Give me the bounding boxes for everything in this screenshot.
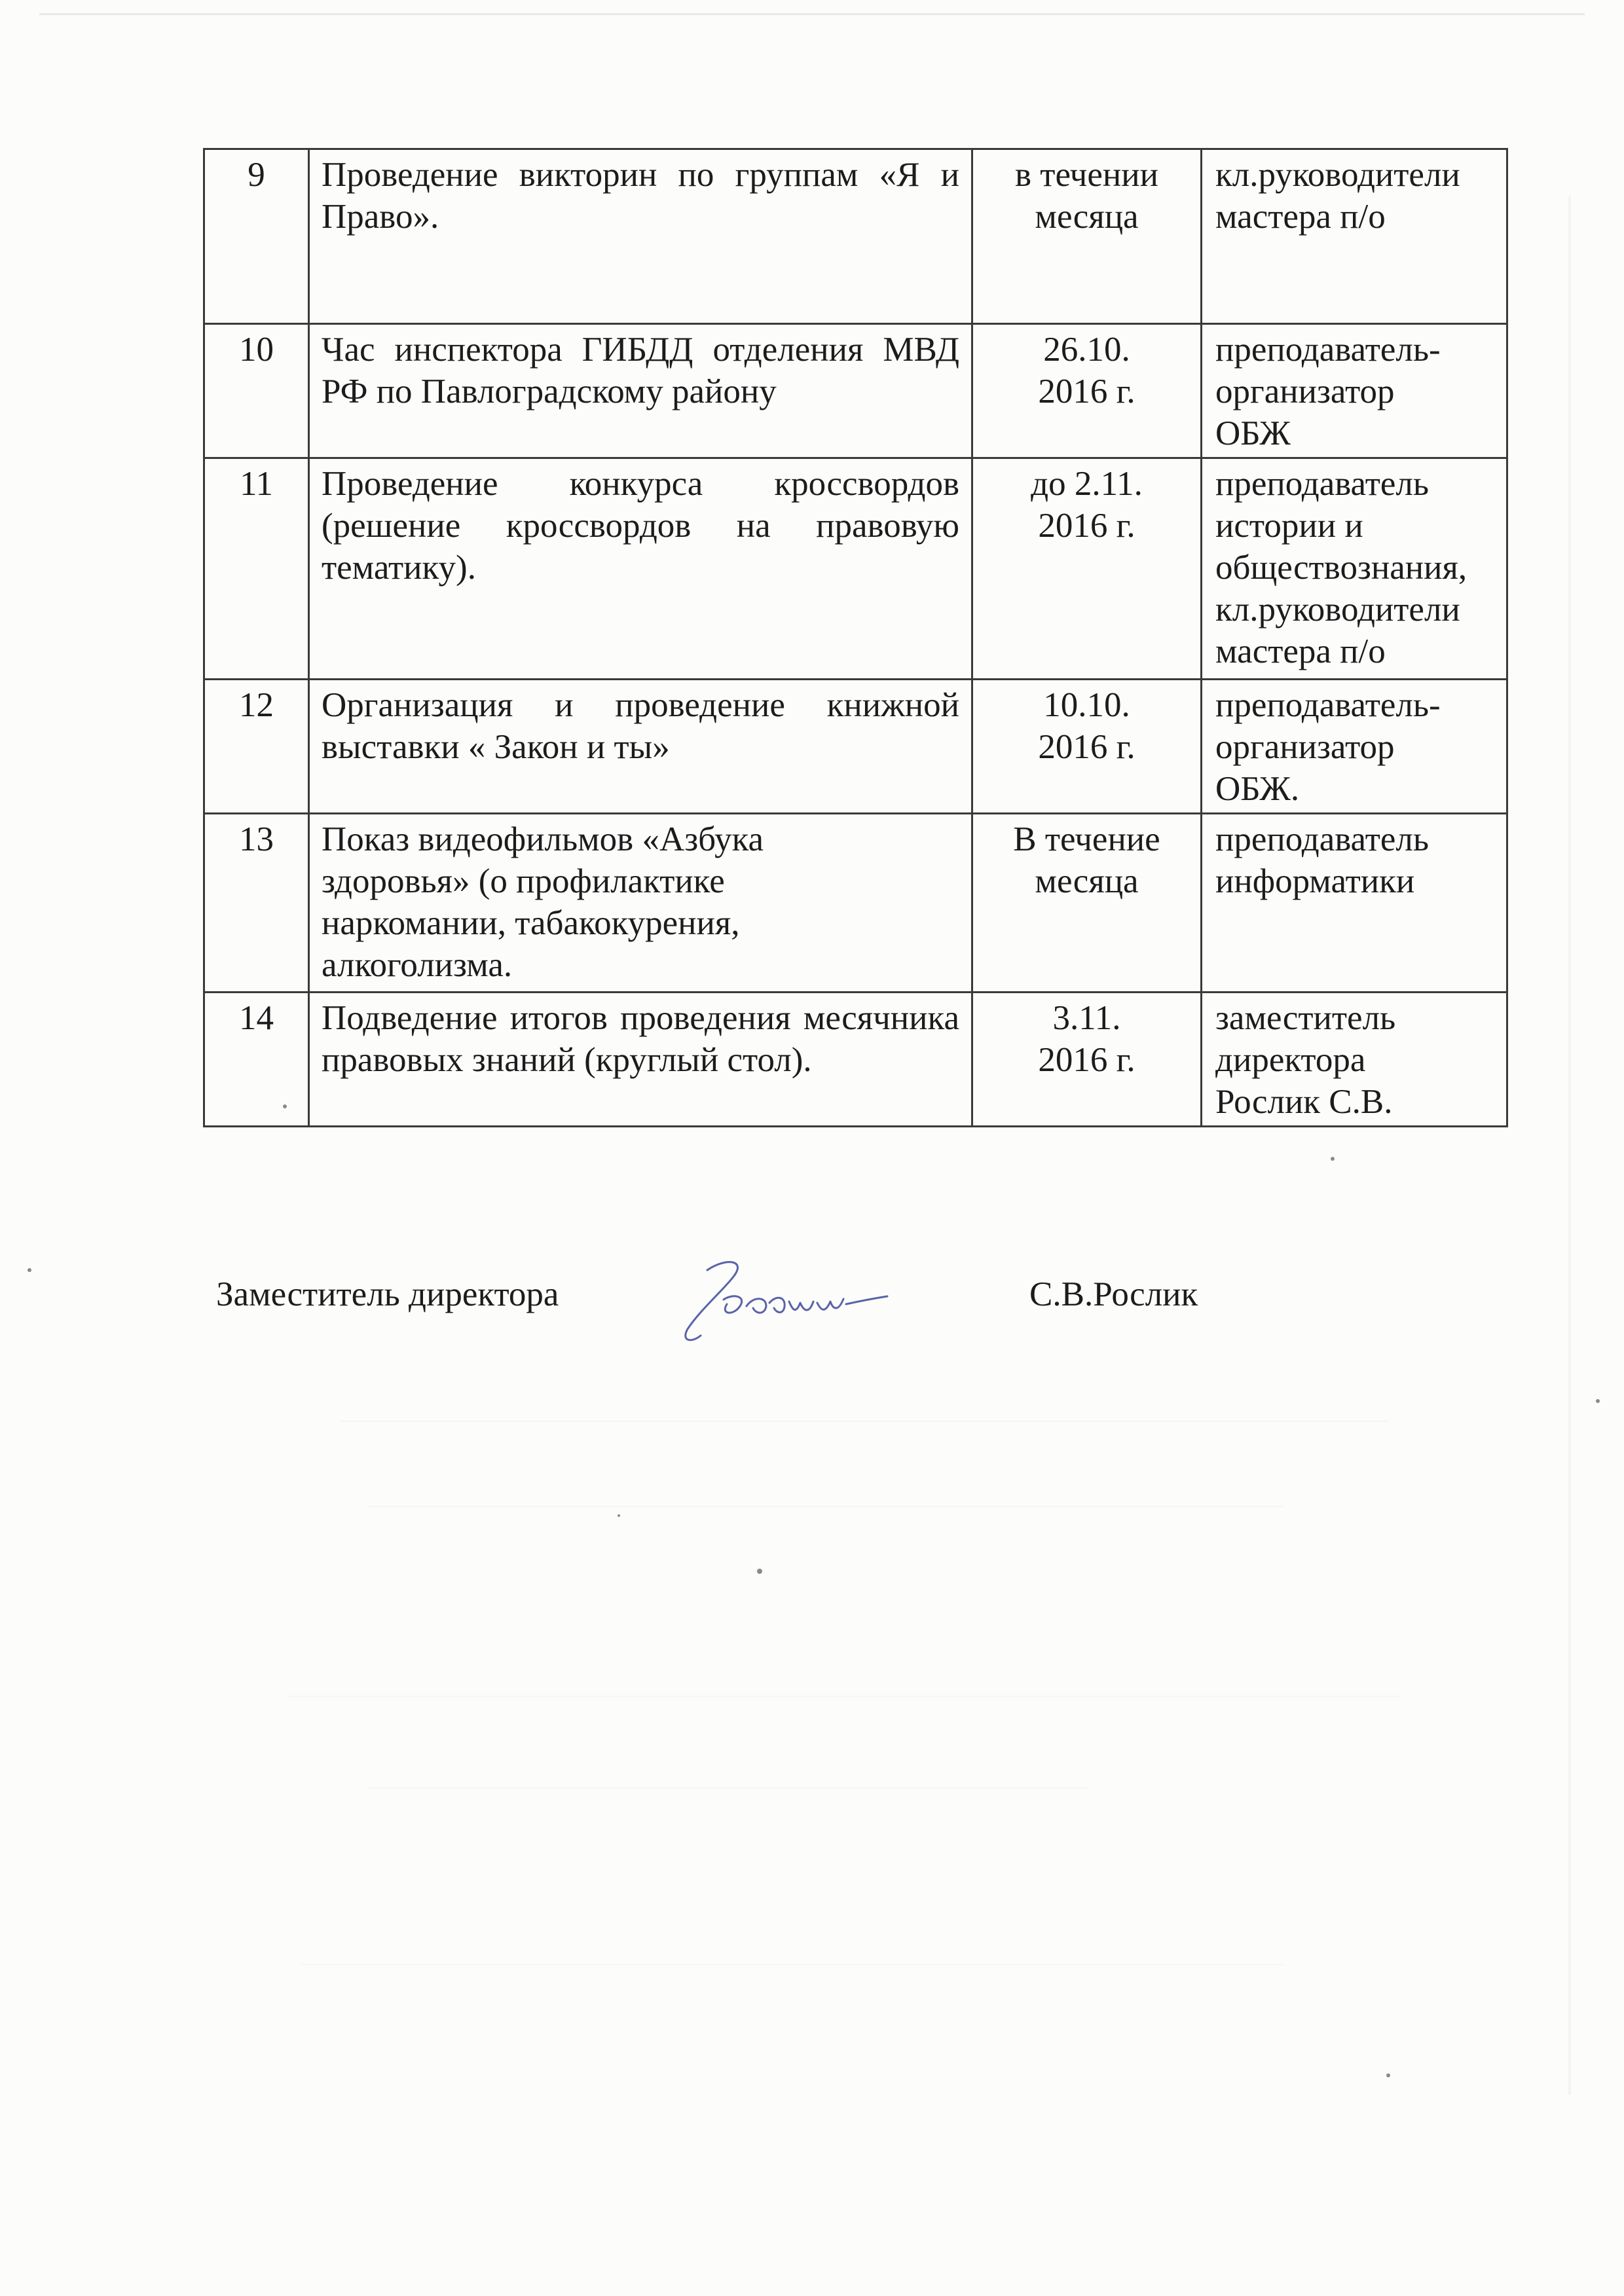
- table-row: [204, 993, 1507, 1127]
- event-date: 10.10. 2016 г.: [972, 680, 1202, 814]
- table-row: [204, 458, 1507, 680]
- event-date: В течение месяца: [972, 814, 1202, 993]
- event-responsible: преподаватель- организатор ОБЖ.: [1202, 680, 1507, 814]
- event-responsible: кл.руководители мастера п/о: [1202, 149, 1507, 324]
- row-number: 10: [204, 324, 309, 458]
- row-number: 11: [204, 458, 309, 680]
- events-table: [203, 148, 1508, 1127]
- row-number: 12: [204, 680, 309, 814]
- event-responsible: преподаватель информатики: [1202, 814, 1507, 993]
- table-row: [204, 814, 1507, 993]
- signatory-name: С.В.Рослик: [1029, 1275, 1198, 1313]
- event-date: 3.11. 2016 г.: [972, 993, 1202, 1127]
- event-description: Подведение итогов проведения месячника правовых знаний (круглый стол).: [309, 993, 972, 1127]
- event-date: в течении месяца: [972, 149, 1202, 324]
- event-responsible: заместитель директора Рослик С.В.: [1202, 993, 1507, 1127]
- event-responsible: преподаватель истории и обществознания, кл.руководители мастера п/о: [1202, 458, 1507, 680]
- event-description: Проведение викторин по группам «Я и Право».: [309, 149, 972, 324]
- row-number: 9: [204, 149, 309, 324]
- event-responsible: преподаватель- организатор ОБЖ: [1202, 324, 1507, 458]
- signatory-position: Заместитель директора: [216, 1275, 559, 1313]
- event-date: до 2.11. 2016 г.: [972, 458, 1202, 680]
- event-description: Показ видеофильмов «Азбука здоровья» (о профилактике наркомании, табакокурения, алкоголизма.: [309, 814, 972, 993]
- event-date: 26.10. 2016 г.: [972, 324, 1202, 458]
- table-row: [204, 324, 1507, 458]
- event-description: Час инспектора ГИБДД отделения МВД РФ по Павлоградскому району: [309, 324, 972, 458]
- table-row: [204, 149, 1507, 324]
- row-number: 13: [204, 814, 309, 993]
- row-number: 14: [204, 993, 309, 1127]
- event-description: Проведение конкурса кроссвордов (решение кроссвордов на правовую тематику).: [309, 458, 972, 680]
- table-row: [204, 680, 1507, 814]
- event-description: Организация и проведение книжной выставки « Закон и ты»: [309, 680, 972, 814]
